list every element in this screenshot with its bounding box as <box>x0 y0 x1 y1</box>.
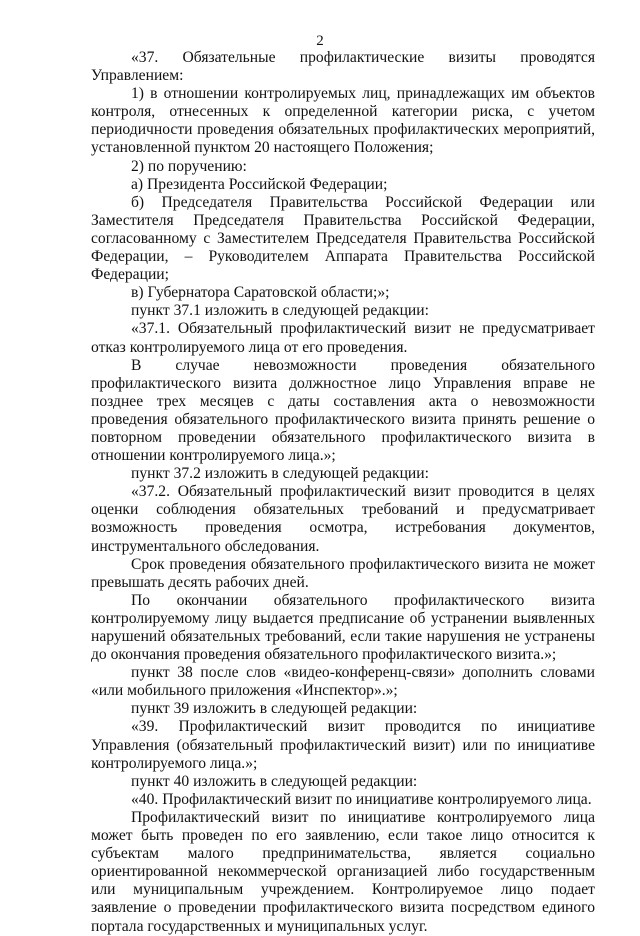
paragraph-37-2-text: «37.2. Обязательный профилактический визит проводится в целях оценки соблюдения обязательных требований и предусматривает возможность проведения осмотра, истребования документов, инструментального обследования. <box>91 483 595 555</box>
paragraph-37-item-2a: а) Президента Российской Федерации; <box>131 175 388 193</box>
paragraph-37-intro: «37. Обязательные профилактические визиты проводятся Управлением: <box>91 49 595 85</box>
paragraph-37-1-impossibility: В случае невозможности проведения обязательного профилактического визита должностное лицо Управления вправе не позднее трех месяцев с даты составления акта о невозможности проведения обязательного профилактического визита принять решение о повторном проведении обязательного профилактического визита в отношении контролируемого лица.»; <box>91 356 595 465</box>
paragraph-40-text: Профилактический визит по инициативе контролируемого лица может быть проведен по его заявлению, если такое лицо относится к субъектам малого предпринимательства, является социально ориентированной некоммерческой организацией либо государственным или муниципальным учреждением. Контролируемое лицо подает заявление о проведении профилактического визита посредством единого портала государственных и муниципальных услуг. <box>91 808 595 935</box>
paragraph-37-2-order: По окончании обязательного профилактического визита контролируемому лицу выдается предписание об устранении выявленных нарушений обязательных требований, если такие нарушения не устранены до окончания проведения обязательного профилактического визита.»; <box>91 591 595 664</box>
paragraph-39-text: «39. Профилактический визит проводится по инициативе Управления (обязательный профилактический визит) или по инициативе контролируемого лица.»; <box>91 718 595 772</box>
paragraph-37-1-instruction: пункт 37.1 изложить в следующей редакции: <box>131 302 429 320</box>
paragraph-40-title: «40. Профилактический визит по инициативе контролируемого лица. <box>131 790 592 808</box>
paragraph-37-item-2b: б) Председателя Правительства Российской Федерации или Заместителя Председателя Правительства Российской Федерации, согласованному с Заместителем Председателя Правительства Российской Федерации, – Руководителем Аппарата Правительства Российской Федерации; <box>91 193 595 284</box>
paragraph-38-amendment: пункт 38 после слов «видео-конференц-связи» дополнить словами «или мобильного приложения «Инспектор».»; <box>91 664 595 700</box>
paragraph-37-item-1: 1) в отношении контролируемых лиц, принадлежащих им объектов контроля, отнесенных к определенной категории риска, с учетом периодичности проведения обязательных профилактических мероприятий, установленной пунктом 20 настоящего Положения; <box>91 85 595 157</box>
paragraph-40-instruction: пункт 40 изложить в следующей редакции: <box>131 772 418 790</box>
paragraph-37-2-term: Срок проведения обязательного профилактического визита не может превышать десять рабочих дней. <box>91 555 595 591</box>
page-number: 2 <box>316 33 324 49</box>
paragraph-37-2-instruction: пункт 37.2 изложить в следующей редакции: <box>131 465 429 483</box>
document-body <box>91 49 595 936</box>
paragraph-39-instruction: пункт 39 изложить в следующей редакции: <box>131 700 418 718</box>
paragraph-37-item-2v: в) Губернатора Саратовской области;»; <box>131 284 390 302</box>
paragraph-37-1-text: «37.1. Обязательный профилактический визит не предусматривает отказ контролируемого лица от его проведения. <box>91 320 595 356</box>
paragraph-37-item-2: 2) по поручению: <box>131 157 247 175</box>
